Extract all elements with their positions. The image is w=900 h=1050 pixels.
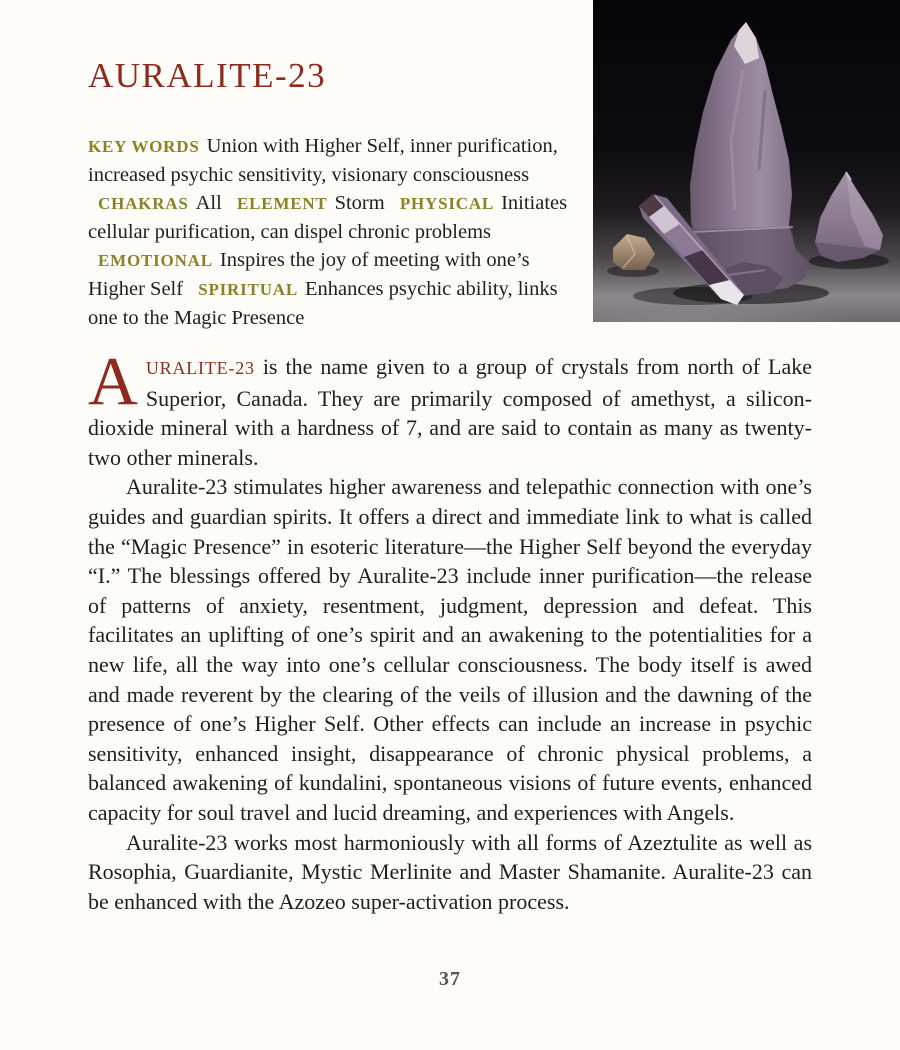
spiritual-label: SPIRITUAL [198, 280, 298, 299]
element-value: Storm [334, 192, 385, 214]
spiritual-value: Enhances psychic ability, links one to the Magic Presence [88, 278, 558, 329]
key-words-value: Union with Higher Self, inner purification, increased psychic sensitivity, visionary consciousness [88, 135, 558, 186]
paragraph-1 [88, 343, 812, 472]
paragraph-3: Auralite-23 works most harmoniously with all forms of Azeztulite as well as Rosophia, Guardianite, Mystic Merlinite and Master Shamanite. Auralite-23 can be enhanced with the Azozeo super-activation process. [88, 829, 812, 914]
properties-block [88, 132, 572, 332]
crystals-photo-illustration [593, 0, 900, 322]
drop-cap: A [88, 343, 138, 419]
key-words-label: KEY WORDS [88, 137, 200, 156]
page-title: AURALITE-23 [88, 56, 327, 95]
chakras-value: All [195, 192, 222, 214]
paragraph-2: Auralite-23 stimulates higher awareness and telepathic connection with one’s guides and guardian spirits. It offers a direct and immediate link to what is called the “Magic Presence” in esoteric literature—the Higher Self beyond the everyday “I.” The blessings offered by Auralite-23 include inner purification—the release of patterns of anxiety, resentment, judgment, depression and defeat. This facilitates an uplifting of one’s spirit and an awakening to the potentialities for a new life, all the way into one’s cellular consciousness. The body itself is awed and made reverent by the clearing of the veils of illusion and the dawning of the presence of one’s Higher Self. Other effects can include an increase in psychic sensitivity, enhanced insight, disappearance of chronic physical problems, a balanced awakening of kundalini, spontaneous visions of future events, enhanced capacity for soul travel and lucid dreaming, and experiences with Angels. [88, 474, 812, 825]
chakras-label: CHAKRAS [98, 194, 189, 213]
crystal-photo [593, 0, 900, 322]
lead-small-caps: URALITE-23 [145, 358, 255, 378]
page-number: 37 [439, 968, 461, 990]
article-body [88, 343, 812, 916]
physical-label: PHYSICAL [399, 194, 495, 213]
physical-value: Initiates cellular purification, can dispel chronic problems [88, 192, 568, 243]
paragraph-1-text: is the name given to a group of crystals from north of Lake Superior, Canada. They are primarily composed of amethyst, a silicon-dioxide mineral with a hardness of 7, and are said to contain as many as twenty-two other minerals. [88, 354, 812, 470]
emotional-value: Inspires the joy of meeting with one’s Higher Self [88, 249, 530, 300]
element-label: ELEMENT [236, 194, 328, 213]
emotional-label: EMOTIONAL [98, 251, 213, 270]
